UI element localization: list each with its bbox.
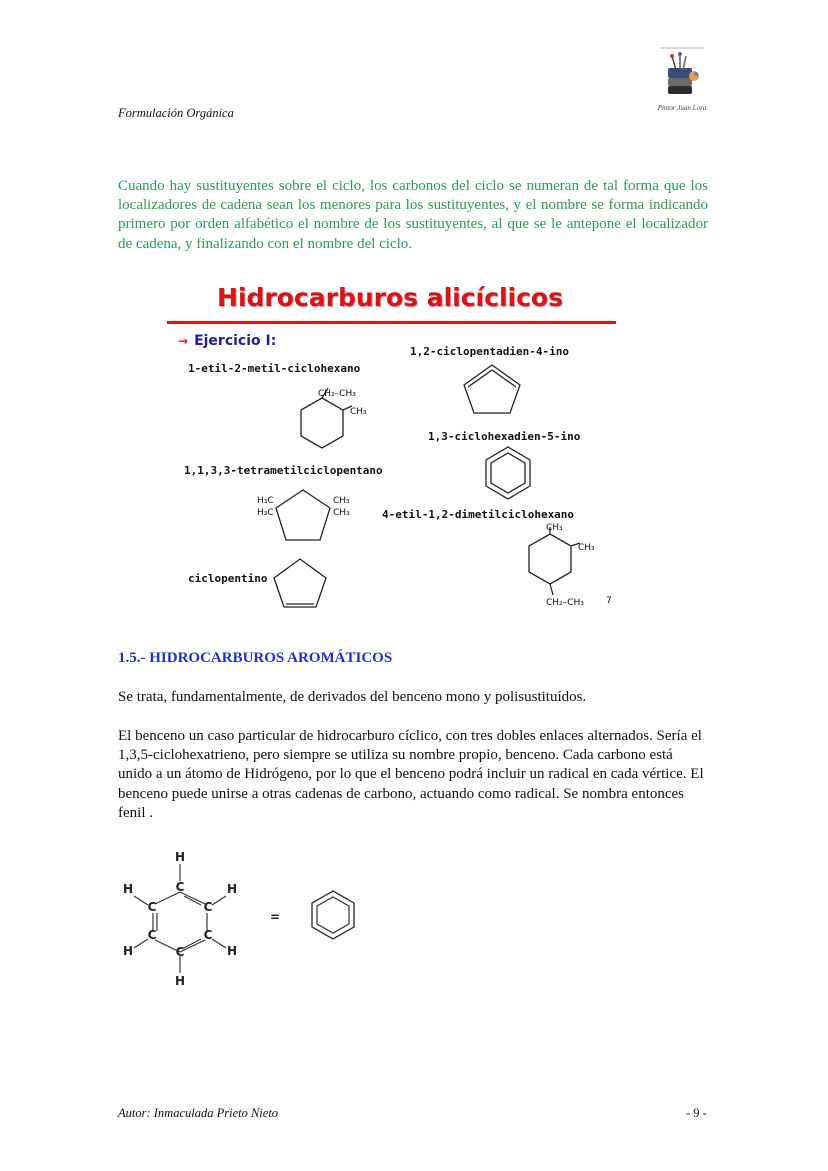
header-title: Formulación Orgánica xyxy=(118,106,234,120)
compound-name-3: ciclopentino xyxy=(188,572,268,585)
exercise-heading-text: Ejercicio I: xyxy=(194,333,277,349)
cyclohexane-ring-1 xyxy=(301,398,343,448)
benzene-ring xyxy=(312,891,354,939)
compound-name-1: 1-etil-2-metil-ciclohexano xyxy=(188,362,361,375)
label-ch3-top: CH₃ xyxy=(546,523,563,533)
compound-name-6: 4-etil-1,2-dimetilciclohexano xyxy=(382,508,575,521)
cyclopentyne-ring xyxy=(274,559,326,607)
label-ch3-side: CH₃ xyxy=(578,543,595,553)
label-ch3-2: CH₃ xyxy=(333,496,350,506)
label-ch2ch3-2: CH₂–CH₃ xyxy=(546,598,584,608)
atom-h-br: H xyxy=(226,944,238,958)
benzene-diagram xyxy=(110,845,370,995)
cyclopentane-ring xyxy=(276,490,330,540)
atom-h-tr: H xyxy=(226,882,238,896)
label-h3c-1: H₃C xyxy=(257,496,274,506)
cyclohexadienyne-ring xyxy=(486,447,530,499)
arrow-icon: → xyxy=(178,334,189,348)
compound-name-5: 1,3-ciclohexadien-5-ino xyxy=(428,430,581,443)
section-paragraph-2: El benceno un caso particular de hidrocarburo cíclico, con tres dobles enlaces alternados. Sería el 1,3,5-ciclohexatrieno, pero siempre se utiliza su nombre propio, benceno. Cada carbono está unido a un átomo de Hidrógeno, por lo que el benceno podrá incluir un radical en cada vértice. El benceno puede unirse a otras cadenas de carbono, actuando como radical. Se nombra entonces fenil . xyxy=(118,728,704,821)
atom-c-3: C xyxy=(147,900,157,914)
atom-h-bl: H xyxy=(122,944,134,958)
atom-c-1: C xyxy=(175,880,185,894)
atom-h-tl: H xyxy=(122,882,134,896)
label-ch2ch3-1: CH₂–CH₃ xyxy=(318,389,356,399)
compound-name-2: 1,1,3,3-tetrametilciclopentano xyxy=(184,464,383,477)
equals-sign: = xyxy=(269,910,281,924)
intro-paragraph: Cuando hay sustituyentes sobre el ciclo, los carbonos del ciclo se numeran de tal forma que los localizadores de cadena sean los menores para los sustituyentes, y el nombre se forma indicando primero por orden alfabético el nombre de los sustituyentes, al que se le antepone el localizador de cadena, y finalizando con el nombre del ciclo. xyxy=(118,178,708,252)
atom-h-top: H xyxy=(174,850,186,864)
atom-c-6: C xyxy=(175,945,185,959)
footer-author: Autor: Inmaculada Prieto Nieto xyxy=(118,1106,279,1120)
label-h3c-2: H₃C xyxy=(257,508,274,518)
atom-c-4: C xyxy=(203,928,213,942)
logo-caption: Pintor Juan Lora xyxy=(657,104,707,112)
footer-page-number: - 9 - xyxy=(686,1106,707,1120)
compound-name-4: 1,2-ciclopentadien-4-ino xyxy=(410,345,569,358)
label-ch3-1: CH₃ xyxy=(350,407,367,417)
atom-c-5: C xyxy=(147,928,157,942)
section-heading: 1.5.- HIDROCARBUROS AROMÁTICOS xyxy=(118,650,393,666)
figure-page-mark: 7 xyxy=(606,596,612,606)
atom-c-2: C xyxy=(203,900,213,914)
section-paragraph-1: Se trata, fundamentalmente, de derivados del benceno mono y polisustituídos. xyxy=(118,689,587,705)
figure-title: Hidrocarburos alicíclicos xyxy=(217,283,563,312)
label-ch3-3: CH₃ xyxy=(333,508,350,518)
atom-h-bottom: H xyxy=(174,974,186,988)
dimethylcyclohexane-ring xyxy=(529,534,571,584)
cyclopentadienyne-ring xyxy=(464,365,520,413)
